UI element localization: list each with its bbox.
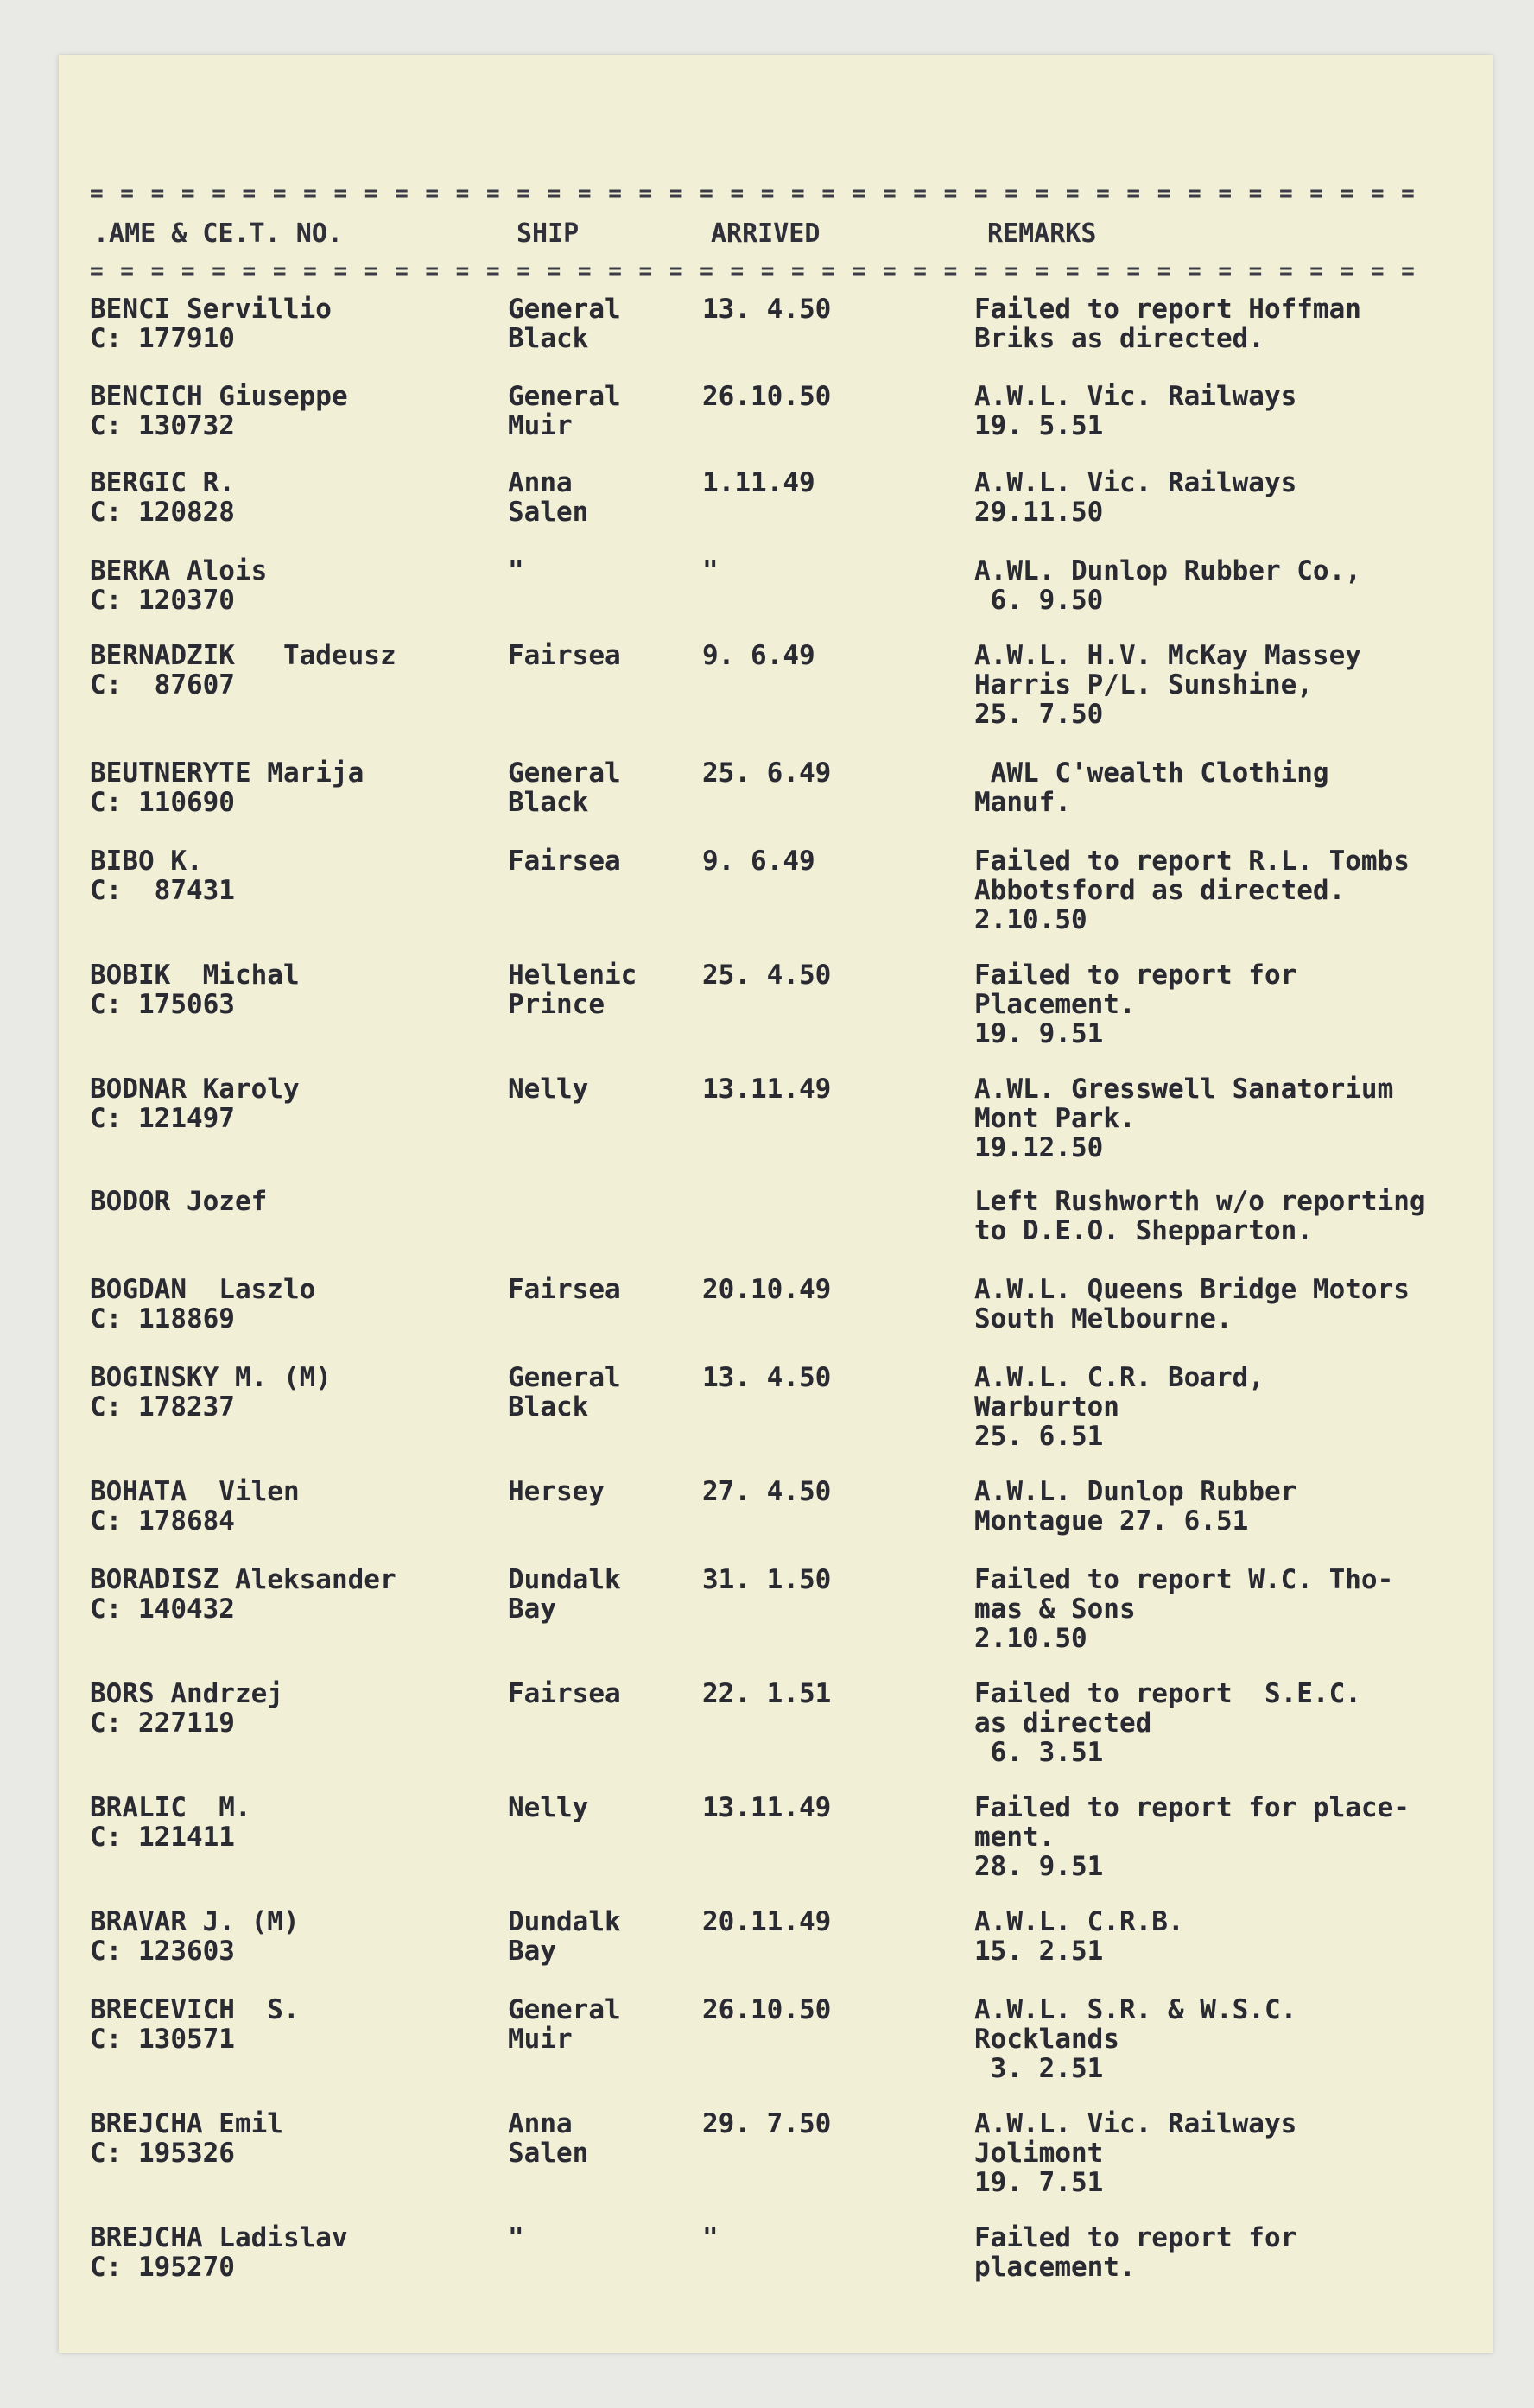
remark-line: 25. 6.51 [974,1421,1104,1452]
remark-line: Failed to report W.C. Tho- [974,1564,1394,1595]
name-cert-cell [90,382,348,440]
ship-cell [508,1363,621,1422]
name-cert-cell [90,758,364,817]
arrived-cell [702,295,831,324]
arrived-cell [702,1477,831,1506]
ship-cell [508,1907,621,1966]
ship-cell [508,1565,621,1624]
certificate-number: C: 120370 [90,585,235,616]
remark-line: 19. 5.51 [974,410,1104,441]
remark-line: Manuf. [974,787,1071,818]
person-name: BOGINSKY M. (M) [90,1362,332,1393]
remark-line: A.W.L. S.R. & W.S.C. [974,1994,1297,2025]
person-name: BEUTNERYTE Marija [90,757,364,789]
arrived-cell [702,556,719,586]
arrived-cell [702,1565,831,1594]
certificate-number: C: 87607 [90,669,235,700]
ship-cell [508,758,621,817]
remark-line: Failed to report for [974,960,1297,991]
remark-line: 2.10.50 [974,904,1087,935]
ship-name-line: Nelly [508,1792,589,1823]
ship-name-line: Bay [508,1594,556,1625]
ship-name-line: General [508,294,621,325]
ship-cell [508,295,621,353]
ship-name-line: Muir [508,410,573,441]
arrival-date: 20.10.49 [702,1274,832,1305]
remark-line: as directed [974,1708,1152,1739]
arrival-date: " [702,2222,719,2253]
name-cert-cell [90,556,267,615]
remarks-cell [974,382,1296,440]
remark-line: 15. 2.51 [974,1936,1104,1967]
ship-name-line: General [508,1362,621,1393]
certificate-number: C: 130571 [90,2024,235,2055]
person-name: BIBO K. [90,846,203,877]
ship-name-line: Black [508,323,589,354]
remark-line: A.WL. Dunlop Rubber Co., [974,555,1361,586]
ship-name-line: " [508,555,524,586]
arrived-cell [702,1907,831,1936]
column-header-ship: SHIP [517,219,580,249]
remark-line: A.W.L. C.R.B. [974,1906,1184,1937]
arrival-date: 25. 6.49 [702,757,832,789]
arrival-date: 29. 7.50 [702,2108,832,2139]
ship-name-line: Fairsea [508,640,621,671]
name-cert-cell [90,1907,300,1966]
certificate-number: C: 227119 [90,1708,235,1739]
certificate-number: C: 177910 [90,323,235,354]
certificate-number: C: 121411 [90,1822,235,1853]
certificate-number: C: 87431 [90,875,235,906]
person-name: BRALIC M. [90,1792,251,1823]
ship-cell [508,1793,588,1822]
remark-line: 6. 3.51 [974,1737,1104,1768]
remark-line: Rocklands [974,2024,1119,2055]
ship-cell [508,960,637,1019]
arrived-cell [702,1679,831,1708]
arrived-cell [702,1363,831,1392]
arrival-date: 31. 1.50 [702,1564,832,1595]
ship-name-line: Hersey [508,1476,605,1507]
arrival-date: 25. 4.50 [702,960,832,991]
ship-cell [508,1995,621,2054]
document-page [59,55,1493,2353]
arrived-cell [702,1074,831,1104]
remarks-cell [974,758,1329,817]
remark-line: A.W.L. Vic. Railways [974,381,1297,412]
remarks-cell [974,1995,1296,2083]
certificate-number: C: 130732 [90,410,235,441]
arrival-date: 26.10.50 [702,1994,832,2025]
remark-line: Abbotsford as directed. [974,875,1346,906]
remark-line: mas & Sons [974,1594,1136,1625]
arrived-cell [702,2223,719,2253]
remarks-cell [974,1477,1296,1536]
arrival-date: " [702,555,719,586]
remark-line: 19. 9.51 [974,1018,1104,1049]
arrived-cell [702,1793,831,1822]
ship-cell [508,468,588,527]
remark-line: Jolimont [974,2138,1104,2169]
ship-name-line: Anna [508,2108,573,2139]
ship-cell [508,1477,605,1506]
certificate-number: C: 120828 [90,497,235,528]
name-cert-cell [90,641,396,700]
remark-line: 6. 9.50 [974,585,1104,616]
person-name: BERKA Alois [90,555,268,586]
remark-line: 28. 9.51 [974,1851,1104,1882]
name-cert-cell [90,846,235,905]
certificate-number: C: 195326 [90,2138,235,2169]
ship-name-line: Anna [508,467,573,498]
remark-line: South Melbourne. [974,1303,1233,1334]
name-cert-cell [90,1187,267,1216]
ship-cell [508,1074,588,1104]
name-cert-cell [90,1679,283,1738]
arrival-date: 1.11.49 [702,467,815,498]
remark-line: 25. 7.50 [974,699,1104,730]
person-name: BORS Andrzej [90,1678,283,1709]
ship-name-line: Fairsea [508,1274,621,1305]
certificate-number: C: 195270 [90,2252,235,2283]
ship-name-line: Fairsea [508,1678,621,1709]
name-cert-cell [90,1995,300,2054]
remark-line: Failed to report for place- [974,1792,1410,1823]
arrival-date: 13.11.49 [702,1074,832,1105]
certificate-number: C: 118869 [90,1303,235,1334]
ship-name-line: General [508,757,621,789]
remarks-cell [974,1793,1410,1881]
arrived-cell [702,758,831,788]
remarks-cell [974,641,1361,729]
ship-name-line: General [508,381,621,412]
arrival-date: 20.11.49 [702,1906,832,1937]
ship-name-line: " [508,2222,524,2253]
ship-cell [508,846,621,876]
remarks-cell [974,1187,1426,1245]
remark-line: Left Rushworth w/o reporting [974,1186,1426,1217]
name-cert-cell [90,1275,315,1334]
person-name: BERGIC R. [90,467,235,498]
arrival-date: 22. 1.51 [702,1678,832,1709]
person-name: BERNADZIK Tadeusz [90,640,396,671]
column-header-arrived: ARRIVED [711,219,821,249]
name-cert-cell [90,2109,283,2168]
person-name: BENCI Servillio [90,294,332,325]
arrived-cell [702,846,815,876]
ship-cell [508,2223,524,2253]
remark-line: placement. [974,2252,1136,2283]
remarks-cell [974,1275,1410,1334]
name-cert-cell [90,2223,348,2282]
remark-line: A.W.L. Vic. Railways [974,467,1297,498]
ship-name-line: Salen [508,2138,589,2169]
person-name: BOBIK Michal [90,960,300,991]
column-header-remarks: REMARKS [987,219,1097,249]
arrival-date: 9. 6.49 [702,640,815,671]
header-rule-top: = = = = = = = = = = = = = = = = = = = = = = = = = = = = = = = = = = = = = = = = = = = = [90,181,1417,206]
name-cert-cell [90,960,300,1019]
arrival-date: 13.11.49 [702,1792,832,1823]
remark-line: A.W.L. C.R. Board, [974,1362,1265,1393]
arrived-cell [702,468,815,497]
certificate-number: C: 123603 [90,1936,235,1967]
name-cert-cell [90,1477,300,1536]
column-header-name: .AME & CE.T. NO. [93,219,343,249]
remark-line: 3. 2.51 [974,2053,1104,2084]
person-name: BODOR Jozef [90,1186,268,1217]
person-name: BENCICH Giuseppe [90,381,348,412]
person-name: BOGDAN Laszlo [90,1274,316,1305]
certificate-number: C: 175063 [90,989,235,1020]
remarks-cell [974,2223,1296,2282]
remark-line: ment. [974,1822,1055,1853]
ship-cell [508,382,621,440]
ship-name-line: Prince [508,989,605,1020]
remarks-cell [974,1363,1265,1451]
remark-line: AWL C'wealth Clothing [974,757,1329,789]
ship-name-line: Hellenic [508,960,637,991]
remarks-cell [974,846,1410,935]
certificate-number: C: 178684 [90,1505,235,1537]
remark-line: A.W.L. H.V. McKay Massey [974,640,1361,671]
ship-name-line: Bay [508,1936,556,1967]
certificate-number: C: 110690 [90,787,235,818]
name-cert-cell [90,1074,300,1133]
ship-cell [508,641,621,670]
remark-line: Placement. [974,989,1136,1020]
remark-line: Failed to report S.E.C. [974,1678,1361,1709]
certificate-number: C: 121497 [90,1103,235,1134]
remarks-cell [974,1907,1184,1966]
name-cert-cell [90,1565,396,1624]
remarks-cell [974,1679,1361,1767]
remark-line: Briks as directed. [974,323,1265,354]
remark-line: Failed to report R.L. Tombs [974,846,1410,877]
remark-line: 29.11.50 [974,497,1104,528]
remarks-cell [974,468,1296,527]
name-cert-cell [90,468,235,527]
person-name: BOHATA Vilen [90,1476,300,1507]
arrived-cell [702,1275,831,1304]
ship-name-line: Muir [508,2024,573,2055]
ship-name-line: Dundalk [508,1906,621,1937]
person-name: BREJCHA Emil [90,2108,283,2139]
ship-name-line: Salen [508,497,589,528]
arrived-cell [702,960,831,990]
ship-name-line: Nelly [508,1074,589,1105]
remark-line: Failed to report for [974,2222,1297,2253]
person-name: BODNAR Karoly [90,1074,300,1105]
arrived-cell [702,382,831,411]
person-name: BRAVAR J. (M) [90,1906,300,1937]
ship-name-line: Black [508,787,589,818]
person-name: BREJCHA Ladislav [90,2222,348,2253]
arrived-cell [702,641,815,670]
remark-line: Harris P/L. Sunshine, [974,669,1313,700]
remarks-cell [974,1565,1393,1653]
arrival-date: 13. 4.50 [702,1362,832,1393]
header-rule-bottom: = = = = = = = = = = = = = = = = = = = = = = = = = = = = = = = = = = = = = = = = = = = = [90,258,1417,284]
arrival-date: 13. 4.50 [702,294,832,325]
arrival-date: 27. 4.50 [702,1476,832,1507]
ship-cell [508,2109,588,2168]
arrived-cell [702,2109,831,2139]
remark-line: 2.10.50 [974,1623,1087,1654]
arrival-date: 9. 6.49 [702,846,815,877]
ship-name-line: Black [508,1391,589,1423]
name-cert-cell [90,1363,332,1422]
remark-line: Warburton [974,1391,1119,1423]
remarks-cell [974,1074,1393,1163]
ship-cell [508,1679,621,1708]
arrived-cell [702,1995,831,2025]
person-name: BRECEVICH S. [90,1994,300,2025]
ship-cell [508,556,524,586]
ship-name-line: Dundalk [508,1564,621,1595]
remark-line: A.WL. Gresswell Sanatorium [974,1074,1394,1105]
remark-line: Montague 27. 6.51 [974,1505,1249,1537]
remark-line: Mont Park. [974,1103,1136,1134]
ship-name-line: General [508,1994,621,2025]
remark-line: A.W.L. Queens Bridge Motors [974,1274,1410,1305]
ship-cell [508,1275,621,1304]
remark-line: Failed to report Hoffman [974,294,1361,325]
remark-line: 19.12.50 [974,1132,1104,1163]
remark-line: to D.E.O. Shepparton. [974,1215,1313,1246]
remark-line: A.W.L. Dunlop Rubber [974,1476,1297,1507]
arrival-date: 26.10.50 [702,381,832,412]
certificate-number: C: 178237 [90,1391,235,1423]
name-cert-cell [90,295,332,353]
remark-line: 19. 7.51 [974,2167,1104,2198]
certificate-number: C: 140432 [90,1594,235,1625]
remarks-cell [974,295,1361,353]
remark-line: A.W.L. Vic. Railways [974,2108,1297,2139]
name-cert-cell [90,1793,251,1852]
remarks-cell [974,2109,1296,2197]
person-name: BORADISZ Aleksander [90,1564,396,1595]
remarks-cell [974,960,1296,1049]
ship-name-line: Fairsea [508,846,621,877]
remarks-cell [974,556,1361,615]
